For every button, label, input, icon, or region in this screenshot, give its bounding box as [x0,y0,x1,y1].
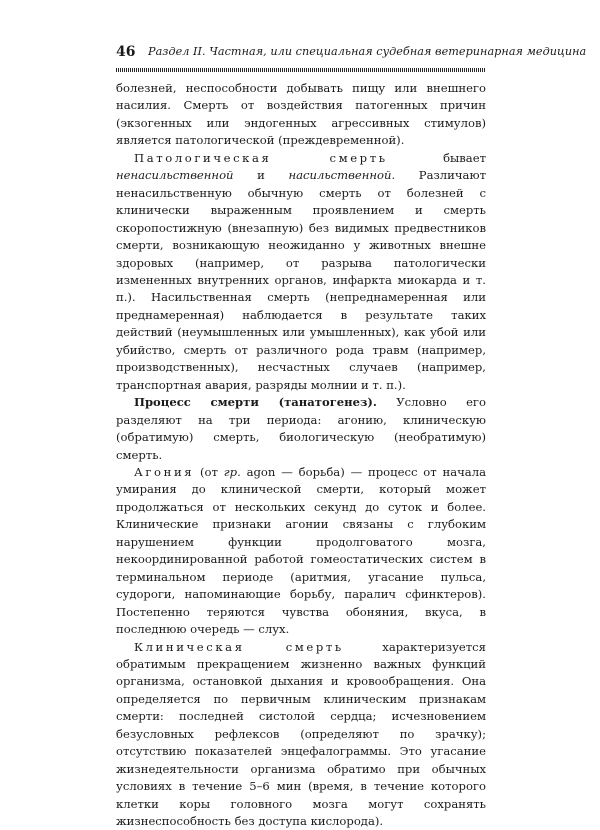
bold-term: Процесс смерти (танатогенез). [134,395,377,409]
body-text [116,80,486,830]
paragraph-clinical-death [116,639,486,830]
paragraph-text: agon — борьба) — процесс от начала умирания до клинической смерти, который может продолжаться от нескольких секунд до суток и более. Клинические признаки агонии связаны с глубоким нарушением функции продолговатого мозга, некоординированной работой гомеостатических систем в терминальном периоде (аритмия, угасание пульса, судороги, напоминающие борьбу, паралич сфинктеров). Постепенно теряются чувства обоняния, вкуса, в последнюю очередь — слух. [116,465,486,636]
paragraph-continuation [116,80,486,150]
running-title: Раздел II. Частная, или специальная судебная ветеринарная медицина [148,45,586,58]
paragraph-text: (от [194,465,224,479]
paragraph-text: . Различают ненасильственную обычную смерть от болезней с клинически выраженным проявлением и смерть скоропостижную (внезапную) без видимых предвестников смерти, возникающую неожиданно у животных внешне здоровых (например, от разрыва патологически измененных внутренних органов, инфаркта миокарда и т. п.). Насильственная смерть (непреднамеренная или преднамеренная) наблюдается в результате таких действий (неумышленных или умышленных), как убой или убийство, смерть от различного рода травм (например, производственных), несчастных случаев (например, транспортная авария, разряды молнии и т. п.). [116,168,486,391]
spaced-term: Патологическая смерть [134,151,388,165]
paragraph-agony [116,464,486,639]
italic-term: ненасильственной [116,168,234,182]
page-header [116,44,488,64]
italic-abbreviation: гр. [224,465,241,479]
page-number: 46 [116,44,135,60]
paragraph-text: характеризуется обратимым прекращением жизненно важных функций организма, остановкой дыхания и кровообращения. Она определяется по первичным клиническим признакам смерти: последней систолой сердца; исчезновением безусловных рефлексов (определяют по зрачку); отсутствию показателей энцефалограммы. Это угасание жизнедеятельности организма обратимо при обычных условиях в течение 5–6 мин (время, в течение которого клетки коры головного мозга могут сохранять жизнеспособность без доступа кислорода). [116,640,486,829]
spaced-term: Клиническая смерть [134,640,344,654]
paragraph-text: Условно его разделяют на три периода: агонию, клиническую (обратимую) смерть, биологическую (необратимую) смерть. [116,395,486,461]
italic-term: насильственной [288,168,391,182]
spaced-term: Агония [134,465,194,479]
paragraph-text: бывает [388,151,486,165]
paragraph-pathological-death [116,150,486,394]
paragraph-text: и [234,168,289,182]
paragraph-text: болезней, неспособности добывать пищу или внешнего насилия. Смерть от воздействия патогенных причин (экзогенных или эндогенных агрессивных стимулов) является патологической (преждевременной). [116,81,486,147]
header-rule [116,68,486,72]
paragraph-thanatogenesis [116,394,486,464]
